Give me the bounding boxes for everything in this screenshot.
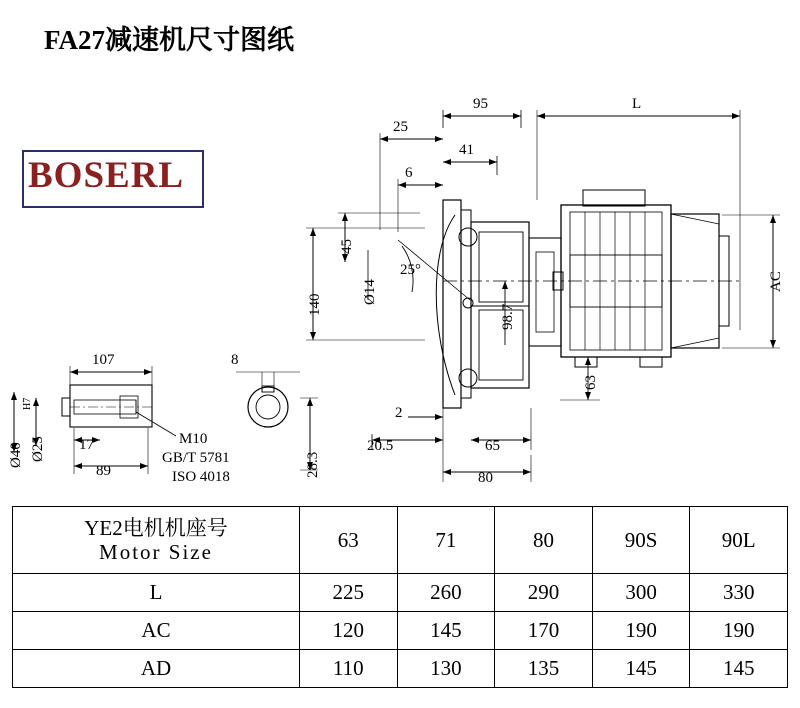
dim-dia14: Ø14 [362, 279, 378, 305]
dim-8: 8 [231, 352, 239, 368]
table-cell-AD-4: 145 [690, 650, 788, 688]
table-cell-L-1: 260 [397, 574, 495, 612]
dim-107: 107 [92, 352, 115, 368]
table-cell-AC-1: 145 [397, 612, 495, 650]
note-iso: ISO 4018 [172, 469, 230, 485]
table-row [13, 612, 788, 650]
dim-angle-25: 25° [400, 262, 421, 278]
logo-text: BOSERL [28, 155, 185, 196]
table-row [13, 574, 788, 612]
dim-41: 41 [459, 142, 474, 158]
table-cell-L-0: 225 [300, 574, 398, 612]
page-title: FA27减速机尺寸图纸 [44, 25, 294, 55]
table-cell-AC-4: 190 [690, 612, 788, 650]
dim-89: 89 [96, 463, 111, 479]
table-header-label-en: Motor Size [99, 540, 213, 564]
dim-80: 80 [478, 470, 493, 486]
note-m10: M10 [179, 431, 208, 447]
table-cell-AD-0: 110 [300, 650, 398, 688]
dim-2: 2 [395, 405, 403, 421]
dim-20-5: 20.5 [367, 438, 394, 454]
table-row-label-AC: AC [13, 612, 300, 650]
dim-dia40: Ø40 [8, 442, 24, 468]
table-row-label-AD: AD [13, 650, 300, 688]
table-header-size-4: 90L [690, 507, 788, 574]
dim-140: 140 [307, 293, 323, 316]
table-cell-AC-2: 170 [495, 612, 593, 650]
table-header-size-2: 80 [495, 507, 593, 574]
dim-45: 45 [339, 239, 355, 254]
table-cell-L-3: 300 [592, 574, 690, 612]
table-cell-AD-1: 130 [397, 650, 495, 688]
table-header-size-0: 63 [300, 507, 398, 574]
table-cell-AD-3: 145 [592, 650, 690, 688]
dim-AC: AC [768, 271, 784, 292]
dim-6: 6 [405, 165, 413, 181]
table-cell-AC-3: 190 [592, 612, 690, 650]
dim-dia25h7-sup: H7 [22, 397, 33, 410]
dim-28-3: 28.3 [305, 451, 321, 478]
table-header-size-3: 90S [592, 507, 690, 574]
table-header-row [13, 507, 788, 574]
table-cell-AC-0: 120 [300, 612, 398, 650]
motor-size-table [12, 506, 788, 688]
dim-L: L [632, 96, 642, 112]
table-header-size-1: 71 [397, 507, 495, 574]
table-row-label-L: L [13, 574, 300, 612]
table-row [13, 650, 788, 688]
note-gbt: GB/T 5781 [162, 450, 230, 466]
dim-63: 63 [583, 375, 599, 390]
table-cell-L-2: 290 [495, 574, 593, 612]
table-header-label-cn: YE2电机机座号 [84, 515, 228, 540]
table-header-label [13, 507, 300, 574]
dim-98-7: 98.7 [500, 303, 516, 330]
dim-17: 17 [79, 437, 94, 453]
table-cell-AD-2: 135 [495, 650, 593, 688]
table-cell-L-4: 330 [690, 574, 788, 612]
dim-25: 25 [393, 119, 408, 135]
dim-dia25h7: Ø25 [30, 436, 46, 462]
dim-95: 95 [473, 96, 488, 112]
dim-65: 65 [485, 438, 500, 454]
